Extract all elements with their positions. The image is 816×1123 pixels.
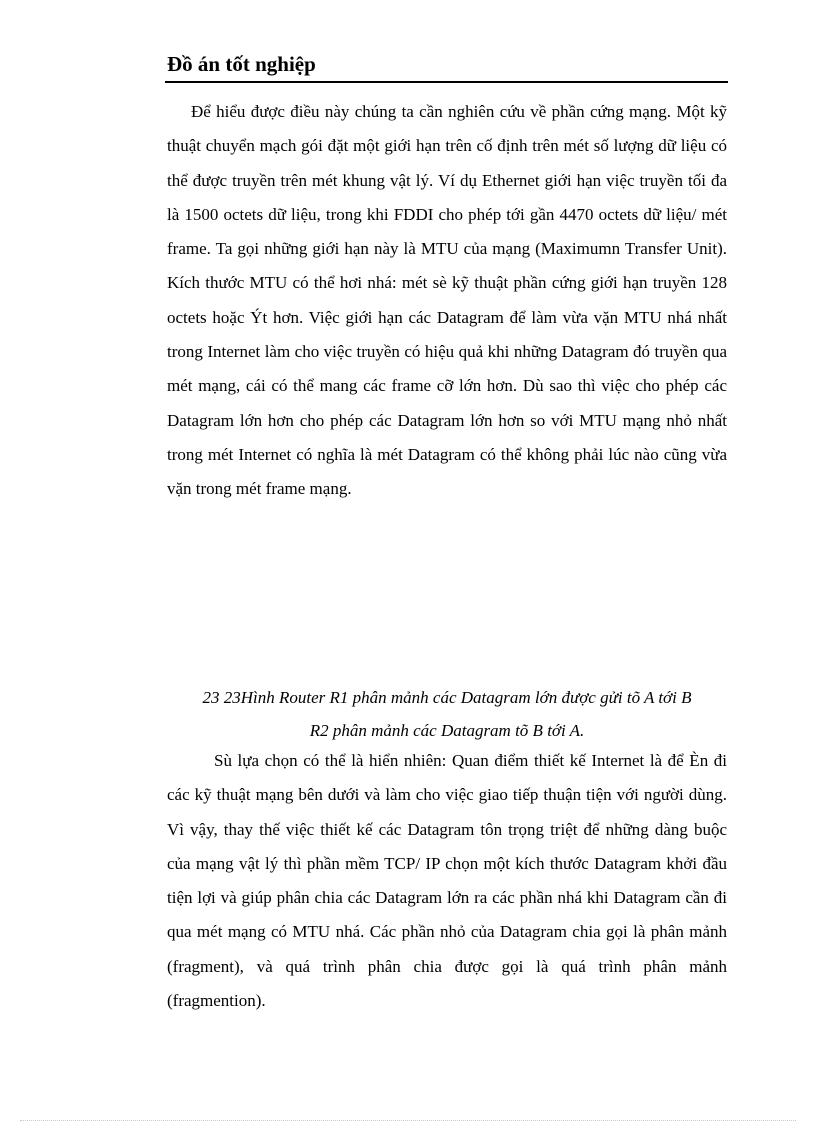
page-bottom-divider — [20, 1120, 796, 1121]
figure-caption-line-1: 23 23Hình Router R1 phân mảnh các Datagram lớn được gửi tõ A tới B — [202, 688, 692, 707]
body-paragraph-1: Để hiểu được điều này chúng ta cần nghiên cứu về phần cứng mạng. Một kỹ thuật chuyển mạch gói đặt một giới hạn trên cố định trên mét số lượng dữ liệu có thể được truyền trên mét khung vật lý. Ví dụ Ethernet giới hạn việc truyền tối đa là 1500 octets dữ liệu, trong khi FDDI cho phép tới gần 4470 octets dữ liệu/ mét frame. Ta gọi những giới hạn này là MTU của mạng (Maximumn Transfer Unit). Kích thước MTU có thể hơi nhá: mét sè kỹ thuật phần cứng giới hạn truyền 128 octets hoặc Ýt hơn. Việc giới hạn các Datagram để làm vừa vặn MTU nhá nhất trong Internet làm cho việc truyền có hiệu quả khi những Datagram đó truyền qua mét mạng, cái có thể mang các frame cỡ lớn hơn. Dù sao thì việc cho phép các Datagram lớn hơn cho phép các Datagram lớn hơn so với MTU mạng nhỏ nhất trong mét Internet có nghĩa là mét Datagram có thể không phải lúc nào cũng vừa vặn trong mét frame mạng. — [167, 102, 727, 499]
body-paragraph-2: Sù lựa chọn có thể là hiển nhiên: Quan điểm thiết kế Internet là để Èn đi các kỹ thuật mạng bên dưới và làm cho việc giao tiếp thuận tiện với người dùng. Vì vậy, thay thế việc thiết kế các Datagram tôn trọng triệt để những dàng buộc của mạng vật lý thì phần mềm TCP/ IP chọn một kích thước Datagram khởi đầu tiện lợi và giúp phân chia các Datagram lớn ra các phần nhá khi Datagram cần đi qua mét mạng có MTU nhá. Các phần nhỏ của Datagram chia gọi là phân mảnh (fragment), và quá trình phân chia được gọi là quá trình phân mảnh (fragmention). — [167, 751, 727, 1011]
header-divider — [165, 81, 728, 83]
page-header-title: Đồ án tốt nghiệp — [167, 52, 316, 76]
figure-caption — [167, 681, 727, 747]
figure-caption-line-2: R2 phân mảnh các Datagram tõ B tới A. — [309, 721, 585, 740]
